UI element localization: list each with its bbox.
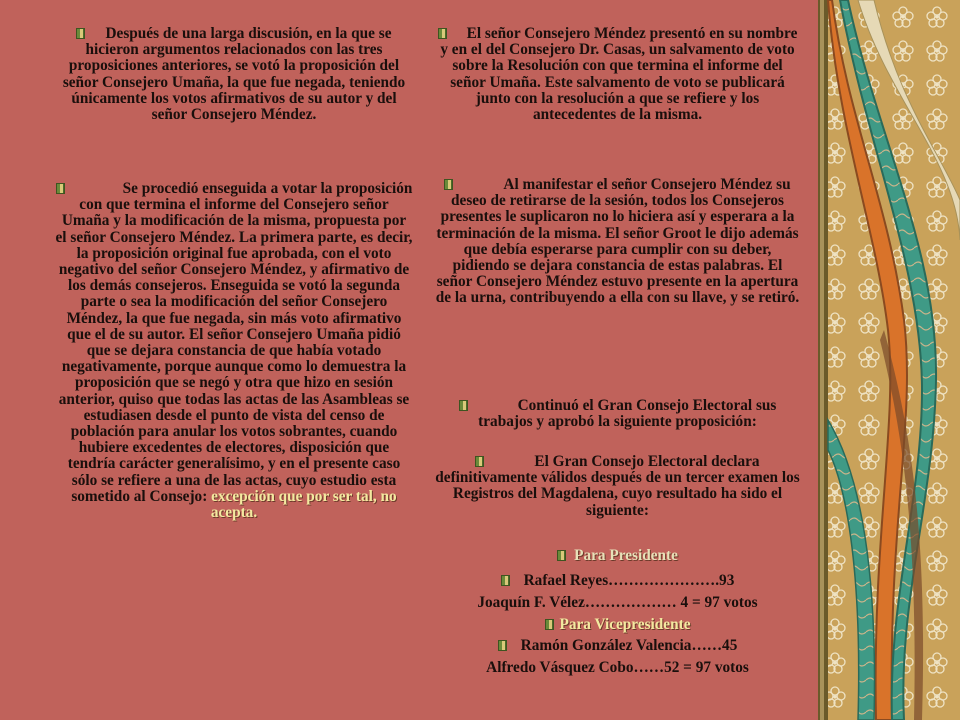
vice-heading	[435, 616, 800, 634]
president-heading	[435, 547, 800, 565]
left-paragraph-2-text: Se procedió enseguida a votar la proposición con que termina el informe del Consejero señor Umaña y la modificación de la misma, propuesta por el señor Consejero Méndez. La primera parte, es decir, la proposición original fue aprobada, con el voto negativo del señor Consejero Méndez, y afirmativo de los demás consejeros. Enseguida se votó la segunda parte o sea la modificación del señor Consejero Méndez, la que fue negada, sin más voto afirmativo que el de su autor. El señor Consejero Umaña pidió que se dejara constancia de que había votado negativamente, porque aunque como lo demuestra la proposición que se negó y otra que hizo en sesión anterior, quiso que todas las actas de las Asambleas se estudiasen desde el punto de vista del censo de población para anular los votos sobrantes, cuando hubiere excedentes de electores, disposición que tendría carácter generalísimo, y en el presente caso sólo se refiere a una de las actas, cuyo estudio esta sometido al Consejo:	[55, 180, 413, 505]
left-paragraph-2	[55, 181, 413, 521]
president-line-2	[435, 594, 800, 612]
right-paragraph-4-text: El Gran Consejo Electoral declara definitivamente válidos después de un tercer examen los Registros del Magdalena, cuyo resultado ha sido el siguiente:	[435, 453, 800, 519]
floral-border-svg	[818, 0, 960, 720]
slide-bullet-icon	[557, 550, 566, 561]
floral-border-decoration	[818, 0, 960, 720]
slide-bullet-icon	[545, 619, 554, 630]
slide-bullet-icon	[475, 456, 484, 467]
right-paragraph-1	[435, 26, 800, 123]
president-heading-text: Para Presidente	[574, 547, 678, 564]
left-paragraph-1	[55, 26, 413, 123]
vice-line-2-text: Alfredo Vásquez Cobo……52 = 97 votos	[486, 659, 749, 676]
right-paragraph-1-text: El señor Consejero Méndez presentó en su nombre y en el del Consejero Dr. Casas, un salvamento de voto sobre la Resolución con que termina el informe del señor Umaña. Este salvamento de voto se publicará junto con la resolución a que se refiere y los antecedentes de la misma.	[440, 25, 798, 124]
vice-line-1-text: Ramón González Valencia……45	[520, 637, 738, 654]
president-line-1	[435, 572, 800, 590]
slide-bullet-icon	[76, 28, 85, 39]
slide-bullet-icon	[459, 400, 468, 411]
right-paragraph-2-text: Al manifestar el señor Consejero Méndez su deseo de retirarse de la sesión, todos los Consejeros presentes le suplicaron no lo hiciera así y esperara a la terminación de la misma. El señor Groot le dijo además que debía esperarse para cumplir con su deber, pidiendo se dejara constancia de estas palabras. El señor Consejero Méndez estuvo presente en la apertura de la urna, contribuyendo a ella con su llave, y se retiró.	[435, 176, 800, 307]
slide-bullet-icon	[438, 28, 447, 39]
right-paragraph-3-text: Continuó el Gran Consejo Electoral sus trabajos y aprobó la siguiente proposición:	[478, 397, 777, 431]
slide-bullet-icon	[501, 575, 510, 586]
slide-bullet-icon	[444, 179, 453, 190]
left-paragraph-1-text: Después de una larga discusión, en la que se hicieron argumentos relacionados con las tres proposiciones anteriores, se votó la proposición del señor Consejero Umaña, la que fue negada, teniendo únicamente los votos afirmativos de su autor y del señor Consejero Méndez.	[62, 25, 406, 124]
slide-bullet-icon	[56, 183, 65, 194]
left-paragraph-2-highlight: excepción que por ser tal, no acepta.	[210, 487, 397, 522]
vice-line-2	[435, 659, 800, 677]
president-line-2-text: Joaquín F. Vélez……………… 4 = 97 votos	[477, 594, 758, 611]
right-paragraph-3	[435, 398, 800, 430]
right-paragraph-2	[435, 177, 800, 307]
vice-line-1	[435, 637, 800, 655]
slide-bullet-icon	[498, 640, 507, 651]
right-paragraph-4	[435, 454, 800, 519]
president-line-1-text: Rafael Reyes………………….93	[523, 572, 735, 589]
vice-heading-text: Para Vicepresidente	[559, 616, 691, 633]
